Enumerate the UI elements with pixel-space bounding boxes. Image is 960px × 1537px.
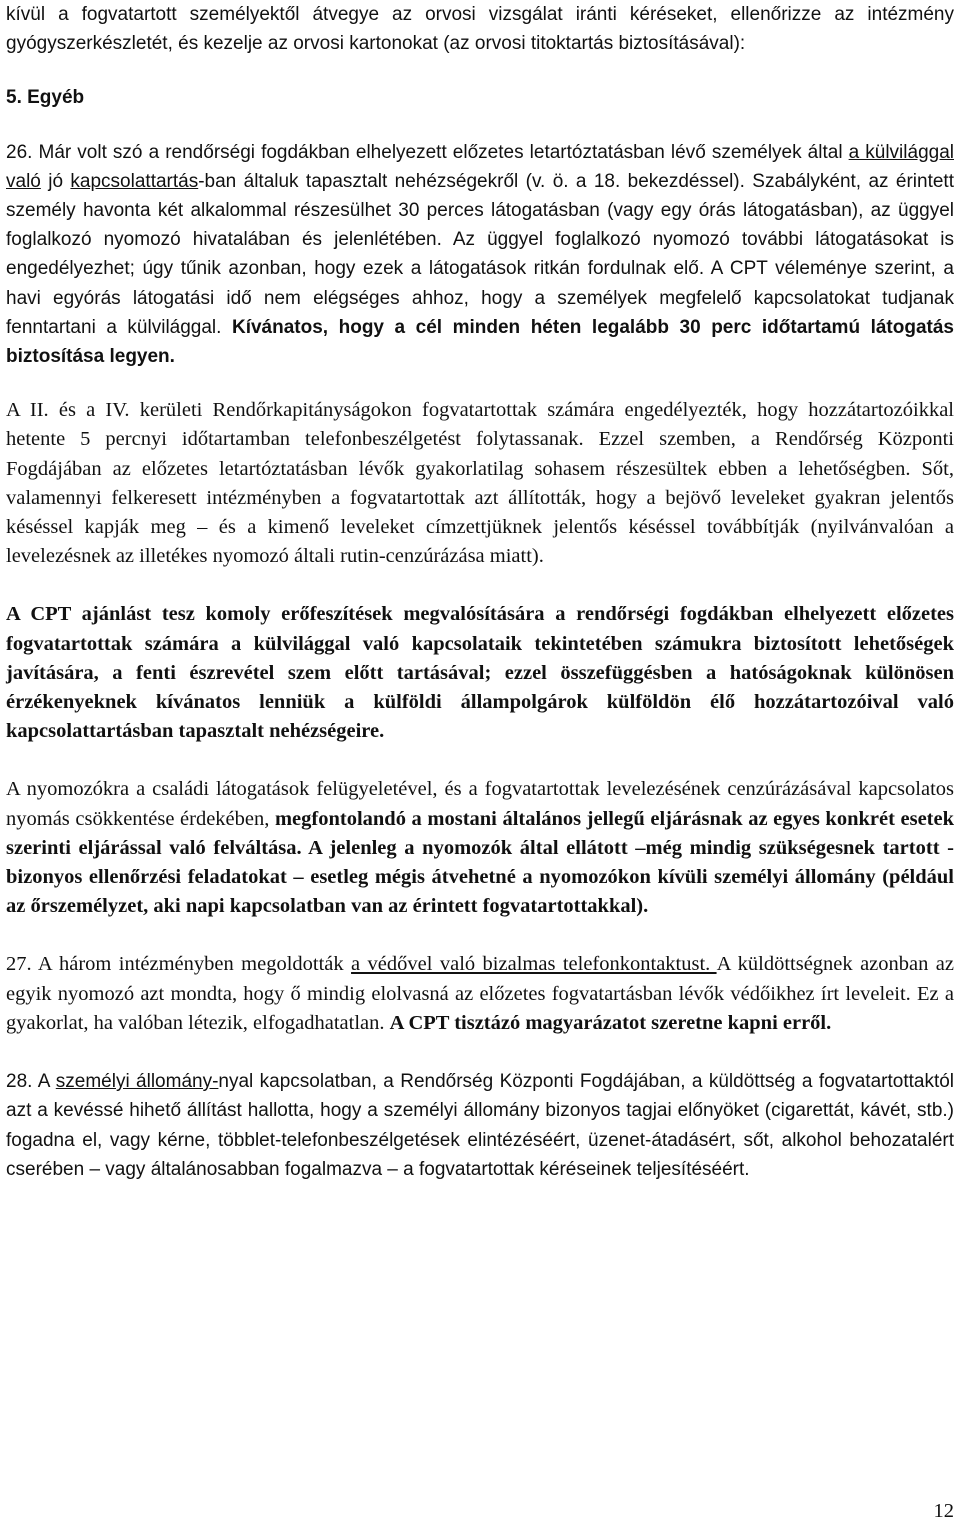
pressure-paragraph [6, 775, 954, 921]
p27-text-2: A küldöttségnek azonban az egyik nyomozó azt mondta, hogy ő mindig elolvasná az előzetes fogvatartásban lévők védőikhez írt leveleit. Ez a gyakorlat, ha valóban létezik, elfogadhatatlan. [6, 953, 954, 1034]
recommendation-paragraph: A CPT ajánlást tesz komoly erőfeszítések megvalósítására a rendőrségi fogdákban elhelyezett előzetes fogvatartottak számára a külvilággal való kapcsolataik tekintetében számukra biztosított lehetőségek javítására, a fenti észrevétel szem előtt tartásával; ezzel összefüggésben a hatóságoknak különösen érzékenyeknek kívánatos lenniük a külföldi állampolgárok külföldön élő hozzátartozóival való kapcsolattartásban tapasztalt nehézségeire. [6, 603, 954, 743]
p26-underlined-1: a külvilággal való [6, 141, 954, 192]
section-heading: 5. Egyéb [6, 87, 85, 109]
p27-bold-request: A CPT tisztázó magyarázatot szeretne kapni erről. [389, 1011, 832, 1034]
p26-text-2: jó [40, 170, 71, 192]
p28-text-2: nyal kapcsolatban, a Rendőrség Központi Fogdájában, a küldöttség a fogvatartottaktól azt a kevéssé hihető állítást hallotta, hogy a személyi állomány bizonyos tagjai előnyöket (cigarettát, kávét, stb.) fogadna el, vagy kérne, többlet-telefonbeszélgetések elintézéséért, üzenet-átadásért, sőt, alkohol behozatalért cserében – vagy általánosabban fogalmazva – a fogvatartottak kéréseinek teljesítéséért. [6, 1071, 955, 1180]
p26-text-3: -ban általuk tapasztalt nehézségekről (v. ö. a 18. bekezdéssel). Szabályként, az érintett személy havonta két alkalommal részesülhet 30 perces látogatásban (vagy egy órás látogatásban), az üggyel foglalkozó nyomozó hivatalában és jelenlétében. Az üggyel foglalkozó nyomozó további látogatásokat is engedélyezhet; úgy tűnik azonban, hogy ezek a látogatások ritkán fordulnak elő. A CPT véleménye szerint, a havi egyórás látogatási idő nem elégséges ahhoz, hogy a személyek megfelelő kapcsolatokat tudjanak fenntartani a külvilággal. [6, 170, 954, 338]
spacer [6, 746, 954, 775]
paragraph-28 [6, 1067, 954, 1184]
page-number: 12 [933, 1500, 954, 1522]
telephone-paragraph: A II. és a IV. kerületi Rendőrkapitányságokon fogvatartottak számára engedélyezték, hogy hozzátartozóikkal hetente 5 percnyi időtartamban telefonbeszélgetést folytassanak. Ezzel szemben, a Rendőrség Központi Fogdájában az előzetes letartóztatásban lévők gyakorlatilag sohasem részesültek ebben a lehetőségben. Sőt, valamennyi felkeresett intézményben a fogvatartottak azt állították, hogy a bejövő leveleket gyakran jelentős késéssel kapják meg – és a kimenő leveleket címzettjüknek jelentős késéssel továbbítják (nyilvánvalóan a levelezésnek az illetékes nyomozó általi rutin-cenzúrázása miatt). [6, 399, 954, 568]
spacer [6, 371, 954, 396]
document-page [6, 0, 954, 1184]
p26-underlined-2: kapcsolattartás [70, 170, 199, 192]
p27-underlined: a védővel való bizalmas telefonkontaktust. [351, 953, 717, 976]
intro-paragraph: kívül a fogvatartott személyektől átvegye az orvosi vizsgálat iránti kéréseket, ellenőrizze az intézmény gyógyszerkészletét, és kezelje az orvosi kartonokat (az orvosi titoktartás biztosításával): [6, 4, 954, 55]
spacer [6, 113, 954, 138]
p26-bold-recommendation: Kívánatos, hogy a cél minden héten legalább 30 perc időtartamú látogatás biztosítása legyen. [6, 316, 955, 368]
paragraph-27 [6, 950, 954, 1038]
spacer [6, 921, 954, 950]
paragraph-26 [6, 138, 954, 372]
pressure-bold: megfontolandó a mostani általános jellegű eljárásnak az egyes konkrét esetek szerinti eljárással való felváltása. A jelenleg a nyomozók által ellátott –még mindig szükségesnek tartott - bizonyos ellenőrzési feladatokat – esetleg mégis átvehetné a nyomozókon kívüli személyi állomány (például az őrszemélyzet, aki napi kapcsolatban van az érintett fogvatartottakkal). [6, 807, 954, 918]
pressure-text: A nyomozókra a családi látogatások felügyeletével, és a fogvatartottak levelezésének cenzúrázásával kapcsolatos nyomás csökkentése érdekében, [6, 778, 954, 830]
p28-underlined: személyi állomány- [55, 1071, 219, 1093]
spacer [6, 1038, 954, 1067]
p28-text-1: 28. A [6, 1071, 56, 1093]
spacer [6, 58, 954, 83]
p27-text-1: 27. A három intézményben megoldották [6, 953, 352, 976]
p26-text-1: 26. Már volt szó a rendőrségi fogdákban elhelyezett előzetes letartóztatásban lévő személyek által [6, 141, 849, 163]
spacer [6, 571, 954, 600]
